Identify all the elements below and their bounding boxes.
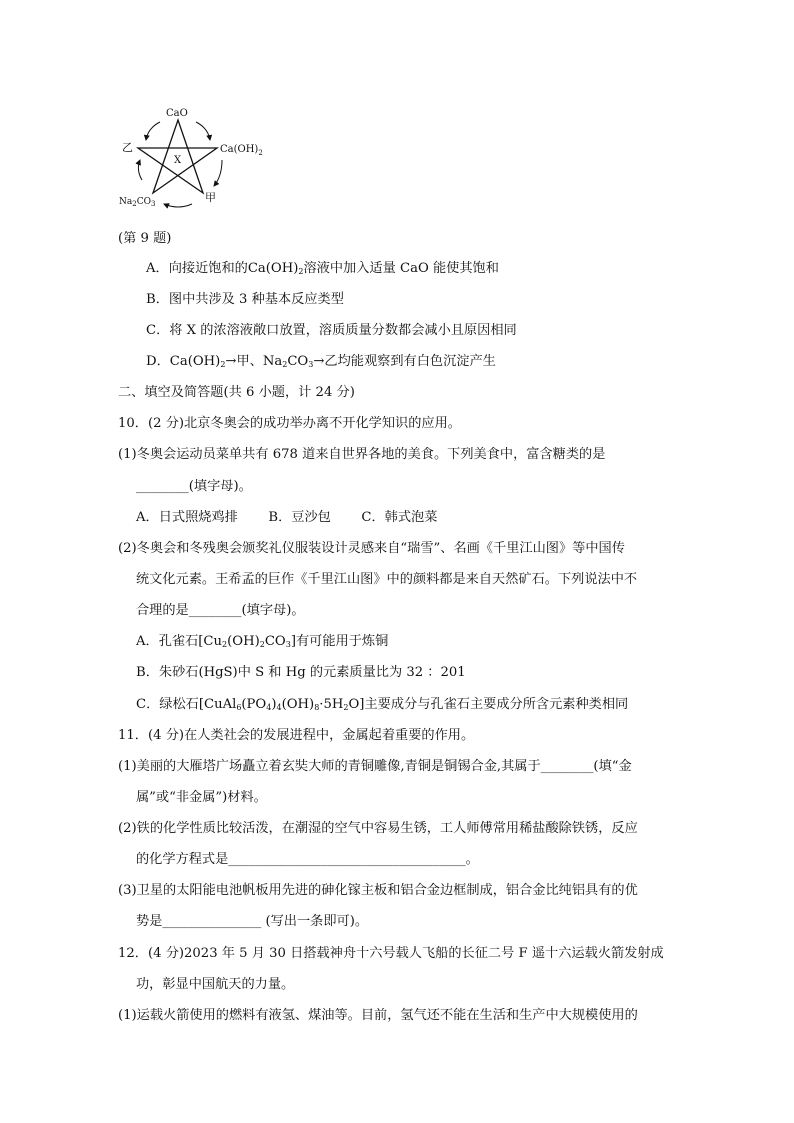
q9-option-c: C．将 X 的浓溶液敞口放置，溶质质量分数都会减小且原因相同 [146, 323, 517, 338]
q10-part2-line2: 统文化元素。王希孟的巨作《千里江山图》中的颜料都是来自天然矿石。下列说法中不 [136, 572, 638, 587]
q9-option-b: B．图中共涉及 3 种基本反应类型 [146, 292, 344, 307]
q11-part3-line1: (3)卫星的太阳能电池帆板用先进的砷化镓主板和铝合金边框制成，铝合金比纯铝具有的优 [118, 883, 638, 898]
q11-part2-line1: (2)铁的化学性质比较活泼，在潮湿的空气中容易生锈，工人师傅常用稀盐酸除铁锈，反应 [118, 821, 638, 836]
q10-stem: 10．(2 分)北京冬奥会的成功举办离不开化学知识的应用。 [118, 416, 461, 431]
q10-part2-line3: 合理的是________(填字母)。 [136, 603, 305, 618]
q10-option-a: A．孔雀石$[Cu_2(OH)_2CO_3]$有可能用于炼铜 [136, 634, 389, 649]
arrow-bottom [164, 204, 192, 207]
q12-stem-line1: 12．(4 分)2023 年 5 月 30 日搭载神舟十六号载人飞船的长征二号 F 遥十六运载火箭发射成 [118, 946, 664, 961]
label-center: X [174, 155, 182, 166]
label-right: $Ca(OH)_2$ [220, 144, 263, 157]
q11-stem: 11．(4 分)在人类社会的发展进程中，金属起着重要的作用。 [118, 728, 475, 743]
label-top: CaO [166, 108, 188, 119]
label-bottom-left: $Na_2CO_3$ [119, 197, 156, 208]
q10-part1-line1: (1)冬奥会运动员菜单共有 678 道来自世界各地的美食。下列美食中，富含糖类的是 [118, 447, 606, 462]
label-left: 乙 [122, 141, 133, 154]
arrow-top-right [196, 122, 210, 140]
q10-part1-options: A．日式照烧鸡排 B．豆沙包 C．韩式泡菜 [136, 510, 438, 525]
q11-part1-line1: (1)美丽的大雁塔广场矗立着玄奘大师的青铜雕像,青铜是铜锡合金,其属于________(填“金 [118, 759, 632, 774]
arrow-top-left [146, 122, 160, 140]
figure-caption: (第 9 题) [118, 231, 172, 246]
pentagram-diagram [110, 100, 280, 225]
q12-stem-line2: 功，彰显中国航天的力量。 [136, 977, 295, 992]
q10-option-c: C．绿松石$[CuAl_6(PO_4)_4(OH)_8\cdot 5H_2O]$主要成分与孔雀石主要成分所含元素种类相同 [136, 697, 629, 712]
section-heading: 二、填空及简答题(共 6 小题，计 24 分) [118, 385, 355, 400]
q10-part2-line1: (2)冬奥会和冬残奥会颁奖礼仪服装设计灵感来自“瑞雪”、名画《千里江山图》等中国传 [118, 541, 625, 556]
q9-option-a: A．向接近饱和的$Ca(OH)_2$溶液中加入适量 CaO 能使其饱和 [146, 261, 499, 276]
arrow-left-up [138, 160, 142, 180]
label-bottom-right: 甲 [205, 191, 216, 204]
q10-part1-line2: ________(填字母)。 [136, 479, 252, 494]
q11-part1-line2: 属”或“非金属”)材料。 [136, 790, 267, 805]
q12-part1-line1: (1)运载火箭使用的燃料有液氢、煤油等。目前，氢气还不能在生活和生产中大规模使用的 [118, 1008, 638, 1023]
q11-part2-line2: 的化学方程式是____________________________________。 [136, 852, 479, 867]
q9-option-d: D．$Ca(OH)_2\to$甲、$Na_2CO_3\to$乙均能观察到有白色沉淀产生 [146, 354, 496, 369]
q10-option-b: B．朱砂石(HgS)中 S 和 Hg 的元素质量比为 32 ：201 [136, 665, 466, 680]
q11-part3-line2: 势是_______________ (写出一条即可)。 [136, 914, 369, 929]
arrow-right-down [214, 160, 222, 186]
pentagram-figure [110, 100, 280, 225]
